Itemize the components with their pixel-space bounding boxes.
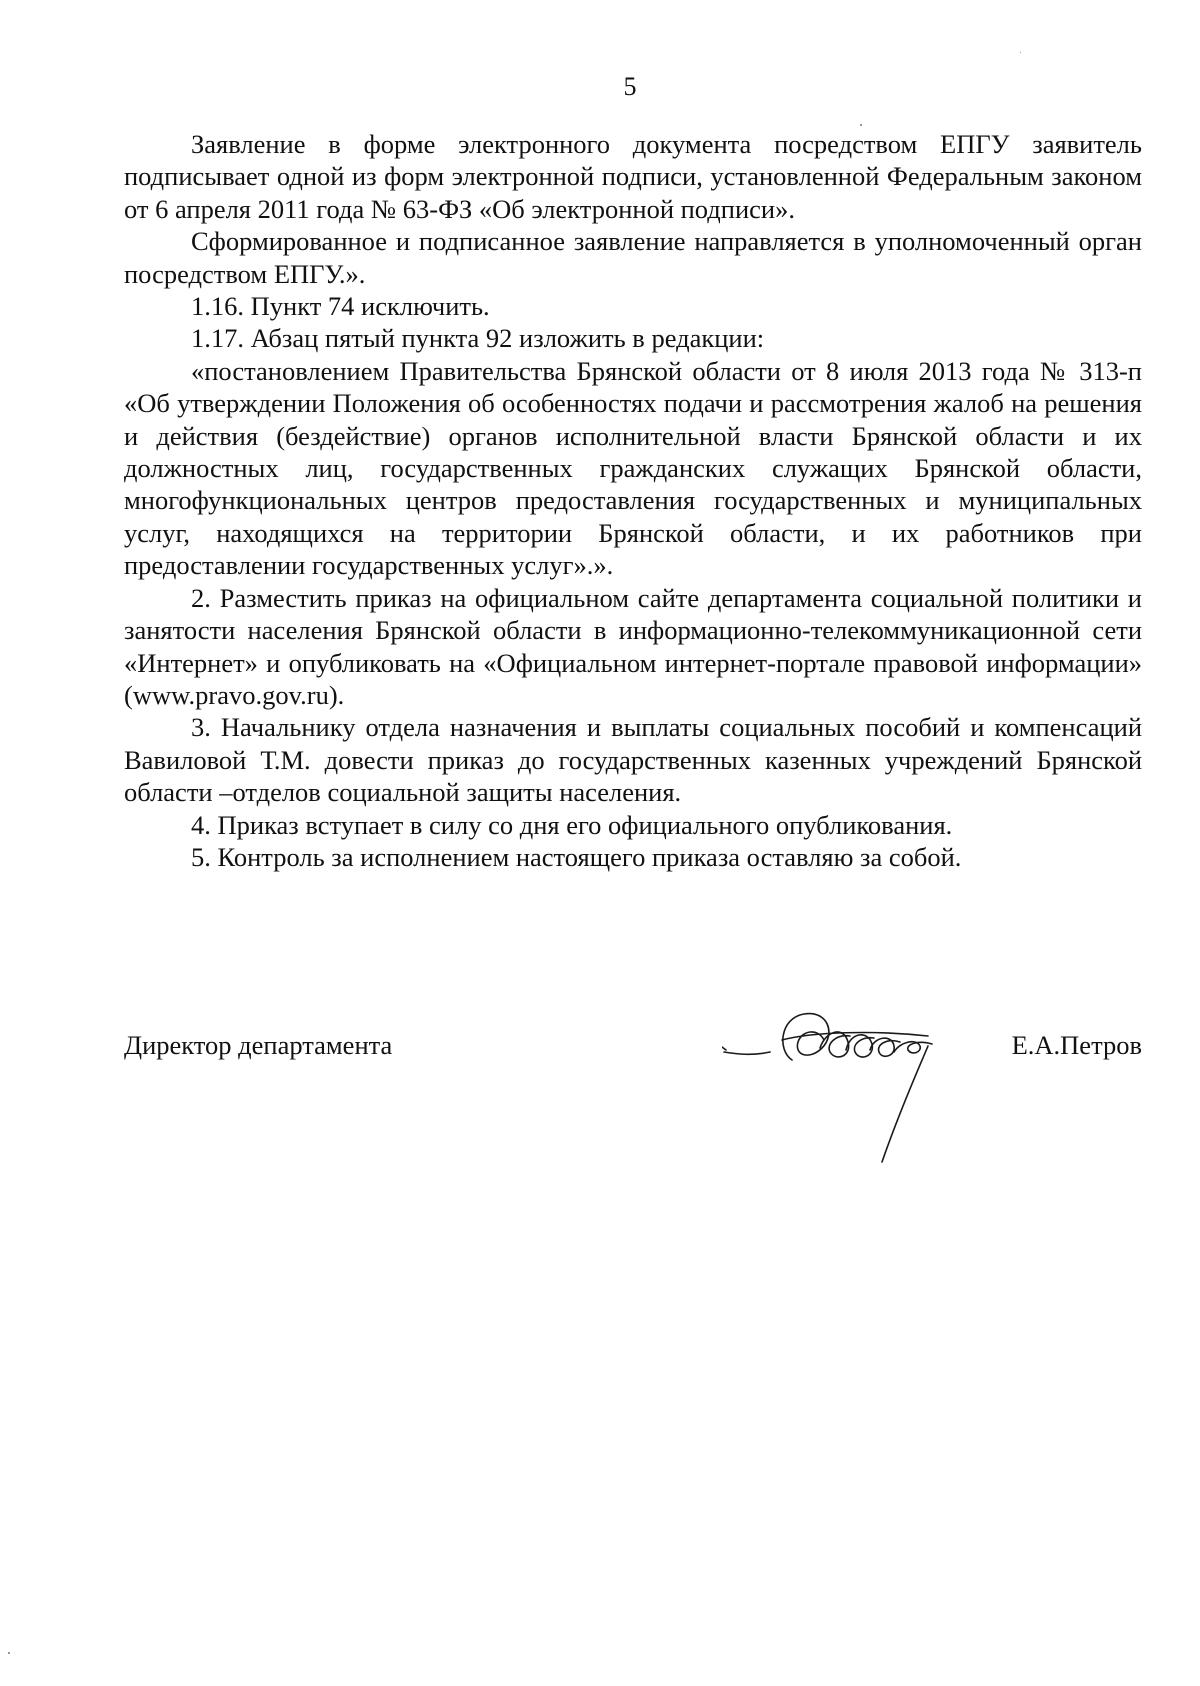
scan-speck — [8, 1652, 10, 1654]
page-number: 5 — [623, 72, 637, 101]
paragraph-item-1-17: 1.17. Абзац пятый пункта 92 изложить в редакции: — [191, 323, 765, 354]
paragraph-item-4: 4. Приказ вступает в силу со дня его официального опубликования. — [191, 809, 953, 840]
paragraph-quoted-resolution: «постановлением Правительства Брянской области от 8 июля 2013 года № 313-п «Об утверждении Положения об особенностях подачи и рассмотрения жалоб на решения и действия (бездействие) органов исполнительной власти Брянской области и их должностных лиц, государственных гражданских служащих Брянской области, многофункциональных центров предоставления государственных и муниципальных услуг, находящихся на территории Брянской области, и их работников при предоставлении государственных услуг».». — [124, 355, 1142, 581]
paragraph-item-2: 2. Разместить приказ на официальном сайте департамента социальной политики и занятости населения Брянской области в информационно-телекоммуникационной сети «Интернет» и опубликовать на «Официальном интернет-портале правовой информации» (www.pravo.gov.ru). — [124, 582, 1142, 710]
paragraph-item-1-16: 1.16. Пункт 74 исключить. — [191, 291, 490, 322]
paragraph-item-3: 3. Начальнику отдела назначения и выплаты социальных пособий и компенсаций Вавиловой Т.М. довести приказ до государственных казенных учреждений Брянской области –отделов социальной защиты населения. — [124, 712, 1142, 808]
paragraph-item-5: 5. Контроль за исполнением настоящего приказа оставляю за собой. — [191, 841, 962, 872]
scan-speck — [860, 124, 862, 126]
document-body — [124, 128, 1142, 873]
paragraph-epgu-signature: Заявление в форме электронного документа посредством ЕПГУ заявитель подписывает одной из форм электронной подписи, установленной Федеральным законом от 6 апреля 2011 года № 63-ФЗ «Об электронной подписи». — [124, 129, 1142, 224]
signatory-name: Е.А.Петров — [1011, 1030, 1142, 1060]
paragraph-epgu-submission: Сформированное и подписанное заявление направляется в уполномоченный орган посредством ЕПГУ.». — [124, 226, 1142, 289]
scan-speck — [1020, 52, 1021, 53]
handwritten-signature — [722, 990, 982, 1170]
signatory-title: Директор департамента — [124, 1030, 393, 1060]
